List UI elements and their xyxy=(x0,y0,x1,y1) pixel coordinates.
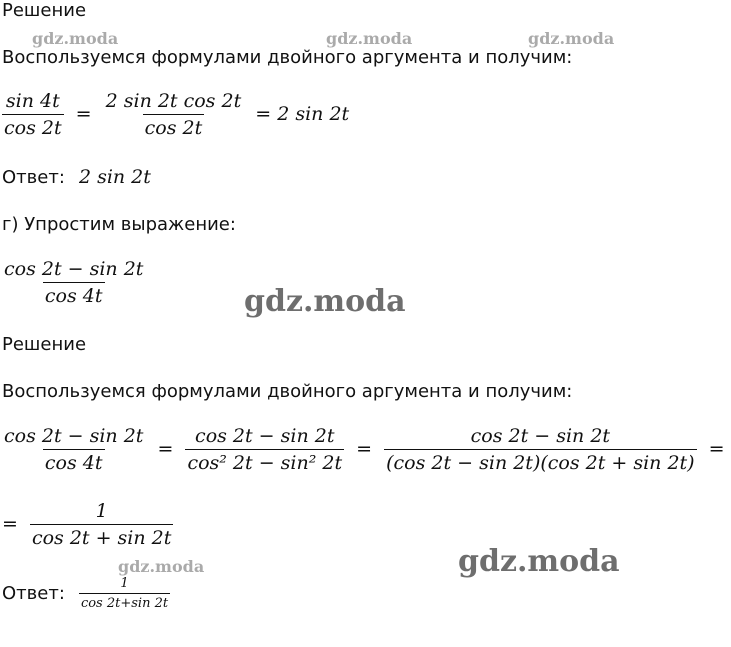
watermark-logo: gdz.moda xyxy=(244,284,406,319)
fraction-step-b xyxy=(185,425,344,474)
fraction-denominator: cos 4t xyxy=(43,282,105,307)
equation-2 xyxy=(2,425,731,474)
fraction-given xyxy=(2,258,145,307)
equation-3 xyxy=(2,500,173,549)
fraction-denominator: cos 4t xyxy=(43,449,105,474)
equation-1 xyxy=(2,90,349,139)
solution-heading-2: Решение xyxy=(2,334,87,355)
watermark-logo: gdz.moda xyxy=(118,557,205,576)
answer-fraction xyxy=(79,576,170,611)
fraction-step2 xyxy=(30,500,173,549)
solution-heading-1: Решение xyxy=(2,0,87,21)
fraction-numerator: 1 xyxy=(120,576,129,591)
fraction-numerator: sin 4t xyxy=(5,90,60,112)
fraction-denominator: cos 2t xyxy=(143,114,205,139)
answer-label: Ответ: xyxy=(2,583,65,604)
given-expression xyxy=(2,258,145,307)
watermark-logo: gdz.moda xyxy=(458,544,620,579)
fraction-numerator: 2 sin 2t cos 2t xyxy=(105,90,242,112)
fraction-denominator: cos 2t+sin 2t xyxy=(79,593,170,611)
watermark-logo: gdz.moda xyxy=(32,29,119,48)
fraction-denominator: cos 2t xyxy=(2,114,64,139)
fraction-denominator: cos 2t + sin 2t xyxy=(30,524,173,549)
watermark-logo: gdz.moda xyxy=(326,29,413,48)
answer-2 xyxy=(2,576,170,611)
fraction-numerator: cos 2t − sin 2t xyxy=(4,258,144,280)
answer-1 xyxy=(2,166,151,188)
fraction-step-a xyxy=(2,425,145,474)
fraction-numerator: 1 xyxy=(95,500,108,522)
equals-sign: = xyxy=(708,437,725,460)
equals-sign: = xyxy=(356,437,373,460)
equals-sign: = xyxy=(2,512,18,535)
fraction-double-angle xyxy=(104,90,244,139)
fraction-denominator: cos² 2t − sin² 2t xyxy=(185,449,344,474)
fraction-sin4t-cos2t xyxy=(2,90,64,139)
equals-sign: = xyxy=(75,102,92,125)
task-heading: г) Упростим выражение: xyxy=(2,214,236,235)
answer-label: Ответ: xyxy=(2,167,65,188)
fraction-numerator: cos 2t − sin 2t xyxy=(4,425,144,447)
equation-result: = 2 sin 2t xyxy=(255,102,350,125)
watermark-logo: gdz.moda xyxy=(528,29,615,48)
fraction-step-c xyxy=(384,425,697,474)
fraction-numerator: cos 2t − sin 2t xyxy=(470,425,611,447)
equals-sign: = xyxy=(157,437,174,460)
fraction-denominator: (cos 2t − sin 2t)(cos 2t + sin 2t) xyxy=(384,449,697,474)
fraction-numerator: cos 2t − sin 2t xyxy=(195,425,335,447)
intro-text-2: Воспользуемся формулами двойного аргумента и получим: xyxy=(2,381,573,402)
answer-value: 2 sin 2t xyxy=(78,166,151,188)
intro-text-1: Воспользуемся формулами двойного аргумента и получим: xyxy=(2,47,573,68)
